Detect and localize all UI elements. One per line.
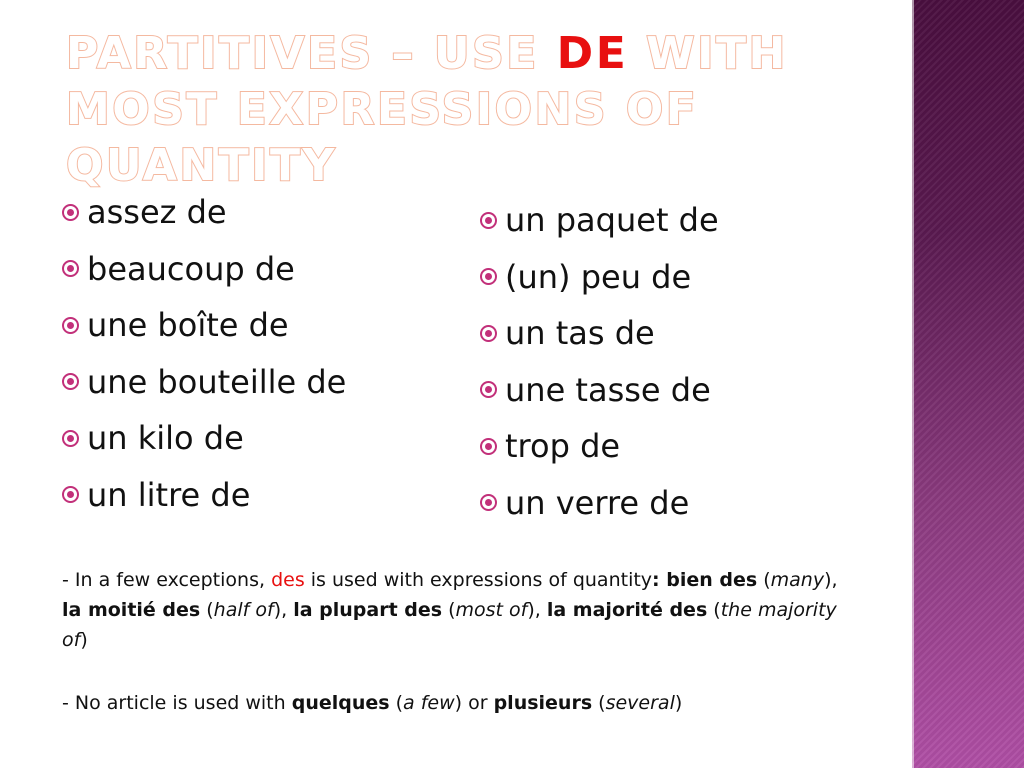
title-highlight-de: DE bbox=[556, 28, 629, 79]
title-text-start: PARTITIVES – USE bbox=[66, 28, 557, 79]
list-item-text: trop de bbox=[505, 427, 621, 466]
bullet-icon bbox=[62, 486, 79, 503]
bullet-icon bbox=[62, 430, 79, 447]
list-item bbox=[480, 192, 719, 249]
note1-term-bien-des: bien des bbox=[666, 569, 758, 591]
list-item bbox=[62, 410, 346, 467]
slide-title bbox=[66, 26, 886, 194]
decorative-side-band bbox=[912, 0, 1024, 768]
note1-term-la-plupart-des: la plupart des bbox=[293, 599, 443, 621]
exceptions-note: - In a few exceptions, des is used with expressions of quantity: bien des (many), la moitié des (half of), la plupart des (most of), la majorité des (the majority of) bbox=[62, 569, 838, 651]
title-text-end: WITH MOST EXPRESSIONS OF QUANTITY bbox=[66, 28, 788, 191]
note2-or: or bbox=[468, 692, 488, 714]
note2-gloss-several: several bbox=[605, 692, 675, 714]
list-item bbox=[62, 297, 346, 354]
list-item-text: (un) peu de bbox=[505, 257, 692, 296]
list-item-text: un kilo de bbox=[87, 419, 244, 458]
list-item bbox=[62, 184, 346, 241]
bullet-icon bbox=[62, 317, 79, 334]
list-item-text: un verre de bbox=[505, 483, 690, 522]
bullet-icon bbox=[62, 204, 79, 221]
left-quantity-list bbox=[62, 184, 346, 523]
list-item bbox=[480, 362, 719, 419]
list-item bbox=[480, 475, 719, 532]
bullet-icon bbox=[480, 381, 497, 398]
note1-gloss-most-of: most of bbox=[455, 599, 528, 621]
list-item bbox=[62, 354, 346, 411]
note1-middle: is used with expressions of quantity bbox=[304, 569, 653, 591]
note1-colon: : bbox=[652, 569, 667, 591]
bullet-icon bbox=[480, 494, 497, 511]
note2-term-quelques: quelques bbox=[291, 692, 390, 714]
note1-prefix: - In a few exceptions, bbox=[62, 569, 272, 591]
bullet-icon bbox=[62, 373, 79, 390]
list-item bbox=[480, 305, 719, 362]
list-item bbox=[480, 418, 719, 475]
note1-gloss-half-of: half of bbox=[213, 599, 274, 621]
bullet-icon bbox=[62, 260, 79, 277]
note2-term-plusieurs: plusieurs bbox=[493, 692, 593, 714]
list-item-text: un tas de bbox=[505, 314, 655, 353]
bullet-icon bbox=[480, 325, 497, 342]
note1-term-la-majorite-des: la majorité des bbox=[546, 599, 708, 621]
list-item-text: beaucoup de bbox=[87, 249, 295, 288]
list-item-text: un litre de bbox=[87, 475, 251, 514]
note2-gloss-a-few: a few bbox=[403, 692, 455, 714]
list-item bbox=[62, 241, 346, 298]
list-item-text: une tasse de bbox=[505, 370, 711, 409]
note2-prefix: - No article is used with bbox=[62, 692, 292, 714]
note1-des: des bbox=[271, 569, 305, 591]
list-item-text: une bouteille de bbox=[87, 362, 347, 401]
note1-term-la-moitie-des: la moitié des bbox=[62, 599, 201, 621]
list-item bbox=[62, 467, 346, 524]
list-item-text: une boîte de bbox=[87, 306, 289, 345]
note1-gloss-the-majority-of: the majority of bbox=[62, 599, 837, 651]
note1-gloss-many: many bbox=[770, 569, 825, 591]
bullet-icon bbox=[480, 268, 497, 285]
list-item bbox=[480, 249, 719, 306]
right-quantity-list bbox=[480, 192, 719, 531]
bullet-icon bbox=[480, 212, 497, 229]
list-item-text: un paquet de bbox=[505, 201, 719, 240]
list-item-text: assez de bbox=[87, 193, 227, 232]
no-article-note: - No article is used with quelques (a few) or plusieurs (several) bbox=[62, 692, 683, 714]
bullet-icon bbox=[480, 438, 497, 455]
